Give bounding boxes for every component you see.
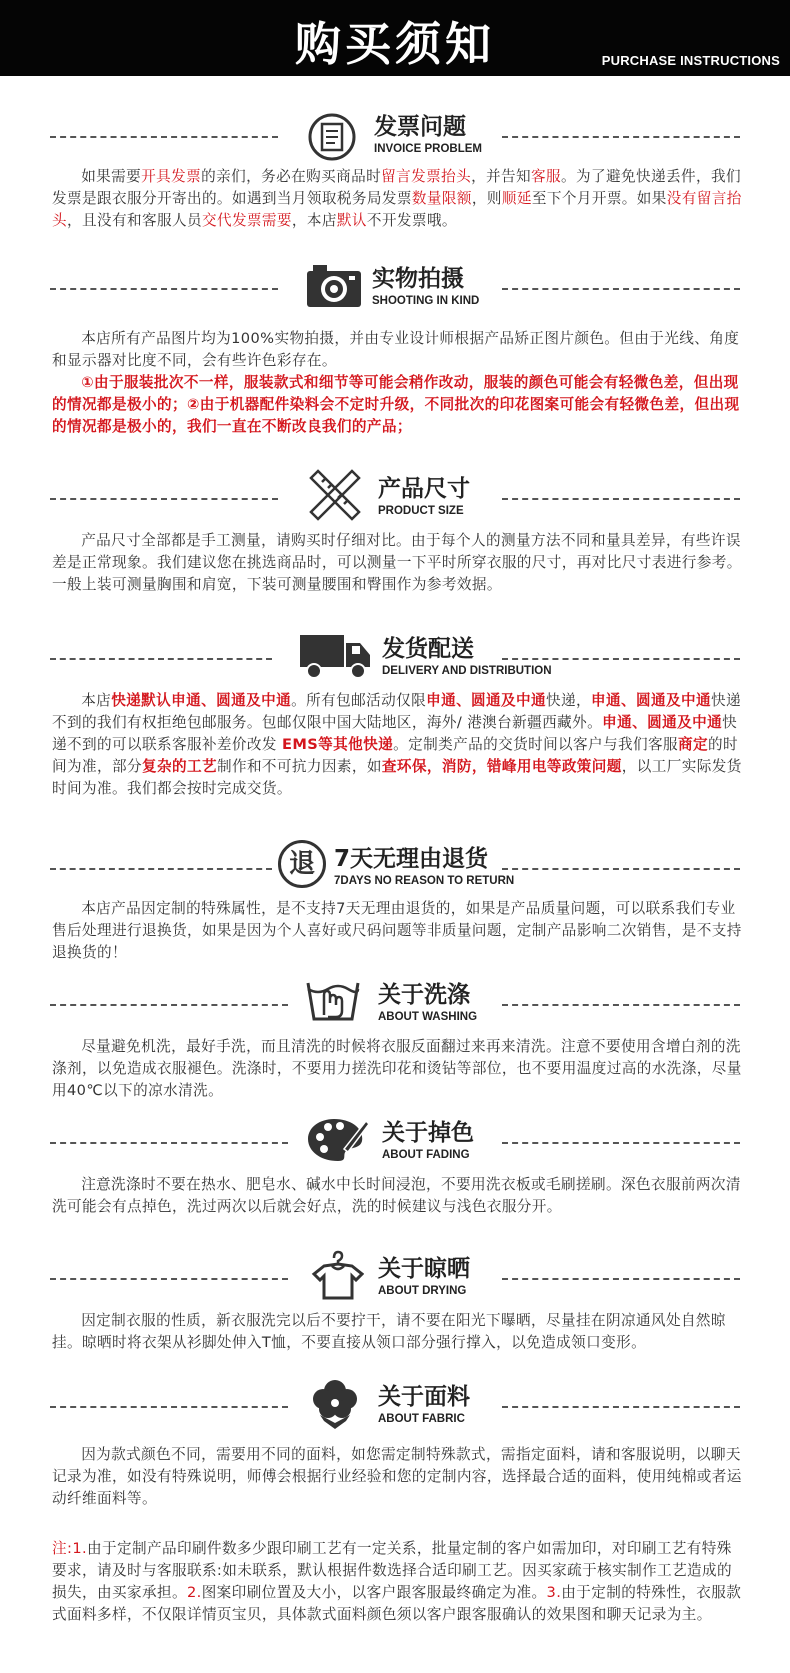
section-body: 产品尺寸全部都是手工测量，请购买时仔细对比。由于每个人的测量方法不同和量具差异，有些许误差是正常现象。我们建议您在挑选商品时，可以测量一下平时所穿衣服的尺寸，再对比尺寸表进行参考。一般上装可测量胸围和肩宽，下装可测量腰围和臀围作为参考效据。 — [52, 532, 742, 593]
divider-line — [502, 1406, 740, 1408]
section-title: 关于掉色 — [382, 1120, 474, 1146]
divider-line — [50, 136, 278, 138]
palette-icon — [304, 1108, 370, 1170]
cotton-icon — [306, 1372, 364, 1434]
section-body: 本店快递默认申通、圆通及中通。所有包邮活动仅限申通、圆通及中通快递，申通、圆通及中通快递不到的我们有权拒绝包邮服务。包邮仅限中国大陆地区，海外/ 港澳台新疆西藏外。申通、圆通及中通快递不到的可以联系客服补差价改发 EMS等其他快递。定制类产品的交货时间以客户与我们客服商定的时间为准，部分复杂的工艺制作和不可抗力因素，如查环保，消防，错峰用电等政策问题，以工厂实际发货时间为准。我们都会按时完成交货。 — [52, 692, 742, 797]
section-title: 关于洗涤 — [378, 982, 470, 1008]
section-body: 如果需要开具发票的亲们，务必在购买商品时留言发票抬头，并告知客服。为了避免快递丢件，我们发票是跟衣服分开寄出的。如遇到当月领取税务局发票数量限额，则顺延至下个月开票。如果没有留言抬头，且没有和客服人员交代发票需要，本店默认不开发票哦。 — [52, 168, 742, 229]
hand-wash-icon — [304, 970, 362, 1032]
divider-line — [502, 288, 740, 290]
hanger-shirt-icon — [308, 1244, 364, 1306]
section-heading — [378, 976, 477, 1023]
divider-line — [50, 1142, 288, 1144]
page-subtitle: PURCHASE INSTRUCTIONS — [601, 53, 780, 68]
section-heading — [382, 1114, 474, 1161]
section-shooting — [0, 250, 790, 450]
section-subtitle: ABOUT WASHING — [378, 1011, 478, 1023]
divider-line — [502, 136, 740, 138]
section-body: 本店产品因定制的特殊属性，是不支持7天无理由退货的，如果是产品质量问题，可以联系我们专业售后处理进行退换货，如果是因为个人喜好或尺码问题等非质量问题，定制产品影响二次销售，是不支持退换货的！ — [52, 900, 742, 961]
section-subtitle: ABOUT FABRIC — [378, 1413, 465, 1425]
divider-line — [50, 1406, 288, 1408]
ruler-pencil-icon — [308, 464, 362, 526]
notes-label: 注: — [52, 1540, 73, 1557]
section-title: 7天无理由退货 — [334, 846, 489, 872]
warning-text: ①由于服装批次不一样，服装款式和细节等可能会稍作改动，服装的颜色可能会有轻微色差，但出现的情况都是极小的；②由于机器配件染料会不定时升级，不同批次的印花图案可能会有轻微色差，但出现的情况都是极小的，我们一直在不断改良我们的产品； — [52, 374, 740, 435]
section-title: 关于面料 — [378, 1384, 470, 1410]
section-return — [0, 830, 790, 960]
section-fading — [0, 1104, 790, 1234]
divider-line — [50, 1004, 288, 1006]
section-title: 发货配送 — [382, 636, 474, 662]
section-subtitle: PRODUCT SIZE — [378, 505, 464, 517]
section-size — [0, 460, 790, 640]
invoice-icon — [306, 102, 358, 164]
divider-line — [502, 1278, 740, 1280]
section-heading — [378, 1250, 470, 1297]
section-title: 实物拍摄 — [372, 266, 464, 292]
divider-line — [502, 1004, 740, 1006]
section-title: 发票问题 — [374, 114, 466, 140]
section-body: 尽量避免机洗，最好手洗，而且清洗的时候将衣服反面翻过来再来清洗。注意不要使用含增白剂的洗涤剂，以免造成衣服褪色。洗涤时，不要用力搓洗印花和烫钻等部位，也不要用温度过高的水洗涤，尽量用40℃以下的凉水清洗。 — [52, 1038, 742, 1099]
page-title: 购买须知 — [295, 17, 495, 71]
section-heading — [374, 108, 482, 155]
divider-line — [502, 868, 740, 870]
section-invoice — [0, 98, 790, 248]
section-subtitle: ABOUT DRYING — [378, 1285, 467, 1297]
divider-line — [50, 868, 272, 870]
section-heading — [382, 630, 552, 677]
section-heading — [372, 260, 479, 307]
section-subtitle: ABOUT FADING — [382, 1149, 470, 1161]
divider-line — [502, 1142, 740, 1144]
section-title: 产品尺寸 — [378, 476, 470, 502]
notes: 注:1.由于定制产品印刷件数多少跟印刷工艺有一定关系，批量定制的客户如需加印，对印刷工艺有特殊要求，请及时与客服联系:如未联系，默认根据件数选择合适印刷工艺。因买家疏于核实制作工艺造成的损失，由买家承担。2.图案印刷位置及大小，以客户跟客服最终确定为准。3.由于定制的特殊性，衣服款式面料多样，不仅限详情页宝贝，具体款式面料颜色须以客户跟客服确认的效果图和聊天记录为主。 — [52, 1540, 742, 1623]
section-heading — [378, 1378, 470, 1425]
section-body: 注意洗涤时不要在热水、肥皂水、碱水中长时间浸泡，不要用洗衣板或毛刷搓刷。深色衣服前两次清洗可能会有点掉色，洗过两次以后就会好点，洗的时候建议与浅色衣服分开。 — [52, 1176, 741, 1215]
header-banner — [0, 0, 790, 76]
section-heading — [334, 840, 514, 887]
divider-line — [50, 658, 272, 660]
section-title: 关于晾晒 — [378, 1256, 470, 1282]
return-icon: 退 — [278, 840, 326, 888]
section-body: 因定制衣服的性质，新衣服洗完以后不要拧干，请不要在阳光下曝晒，尽量挂在阴凉通风处自然晾挂。晾晒时将衣架从衫脚处伸入T恤，不要直接从领口部分强行撑入，以免造成领口变形。 — [52, 1312, 726, 1351]
section-fabric — [0, 1368, 790, 1508]
divider-line — [50, 498, 278, 500]
divider-line — [50, 1278, 288, 1280]
divider-line — [502, 498, 740, 500]
section-drying — [0, 1240, 790, 1380]
section-subtitle: INVOICE PROBLEM — [374, 143, 482, 155]
section-subtitle: DELIVERY AND DISTRIBUTION — [382, 665, 552, 677]
section-body: 因为款式颜色不同，需要用不同的面料，如您需定制特殊款式，需指定面料，请和客服说明，以聊天记录为准，如没有特殊说明，师傅会根据行业经验和您的定制内容，选择最合适的面料，使用纯棉或者运动纤维面料等。 — [52, 1446, 742, 1507]
section-body: 本店所有产品图片均为100%实物拍摄，并由专业设计师根据产品矫正图片颜色。但由于光线、角度和显示器对比度不同，会有些许色彩存在。 ①由于服装批次不一样，服装款式和细节等可能会稍作改动，服装的颜色可能会有轻微色差，但出现的情况都是极小的；②由于机器配件染料会不定时升级，不同批次的印花图案可能会有轻微色差，但出现的情况都是极小的，我们一直在不断改良我们的产品； — [52, 328, 742, 438]
section-subtitle: SHOOTING IN KIND — [372, 295, 480, 307]
section-subtitle: 7DAYS NO REASON TO RETURN — [334, 875, 515, 887]
section-heading — [378, 470, 470, 517]
truck-icon — [298, 624, 374, 686]
camera-icon — [305, 254, 363, 316]
section-washing — [0, 966, 790, 1099]
section-delivery — [0, 620, 790, 830]
divider-line — [50, 288, 278, 290]
